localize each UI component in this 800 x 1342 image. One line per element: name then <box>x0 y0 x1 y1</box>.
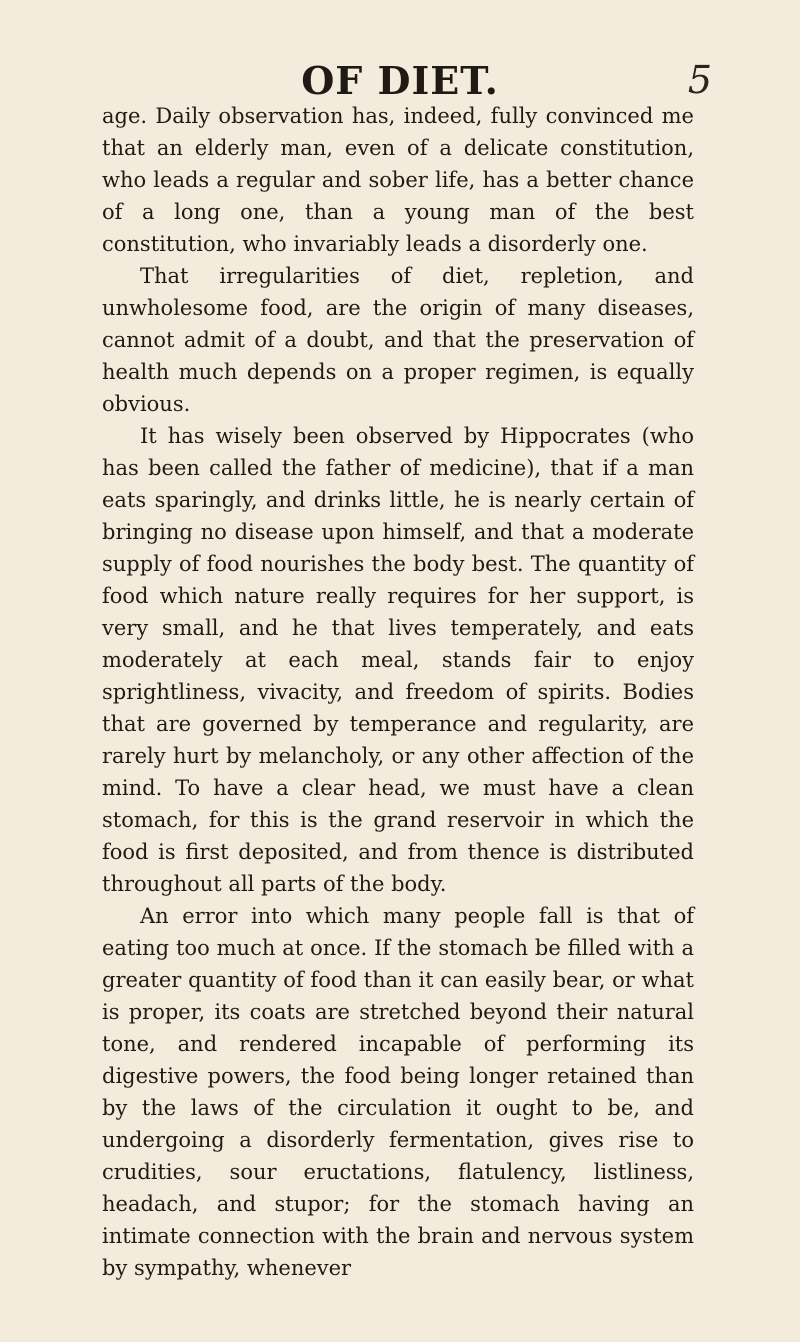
paragraph-1: age. Daily observation has, indeed, fully convinced me that an elderly man, even of a delicate constitution, who leads a regular and sober life, has a better chance of a long one, than a young man of the best constitution, who invariably leads a disorderly one. <box>102 104 694 256</box>
paragraph-4: An error into which many people fall is that of eating too much at once. If the stomach be filled with a greater quantity of food than it can easily bear, or what is proper, its coats are stretched beyond their natural tone, and rendered incapable of performing its digestive powers, the food being longer retained than by the laws of the circulation it ought to be, and undergoing a disorderly fermentation, gives rise to crudities, sour eructations, flatulency, listliness, headach, and stupor; for the stomach having an intimate connection with the brain and nervous system by sympathy, whenever <box>102 904 694 1280</box>
paragraph-3: It has wisely been observed by Hippocrates (who has been called the father of medicine), that if a man eats sparingly, and drinks little, he is nearly certain of bringing no disease upon himself, and that a moderate supply of food nourishes the body best. The quantity of food which nature really requires for her support, is very small, and he that lives temperately, and eats moderately at each meal, stands fair to enjoy sprightliness, vivacity, and freedom of spirits. Bodies that are governed by temperance and regularity, are rarely hurt by melancholy, or any other affection of the mind. To have a clear head, we must have a clean stomach, for this is the grand reservoir in which the food is first deposited, and from thence is distributed throughout all parts of the body. <box>102 424 694 896</box>
paragraph-2: That irregularities of diet, repletion, and unwholesome food, are the origin of many diseases, cannot admit of a doubt, and that the preservation of health much depends on a proper regimen, is equally obvious. <box>102 264 694 416</box>
body-text <box>102 100 694 1284</box>
page-number: 5 <box>687 58 712 102</box>
page-title: OF DIET. <box>301 58 499 103</box>
running-head <box>0 58 800 106</box>
